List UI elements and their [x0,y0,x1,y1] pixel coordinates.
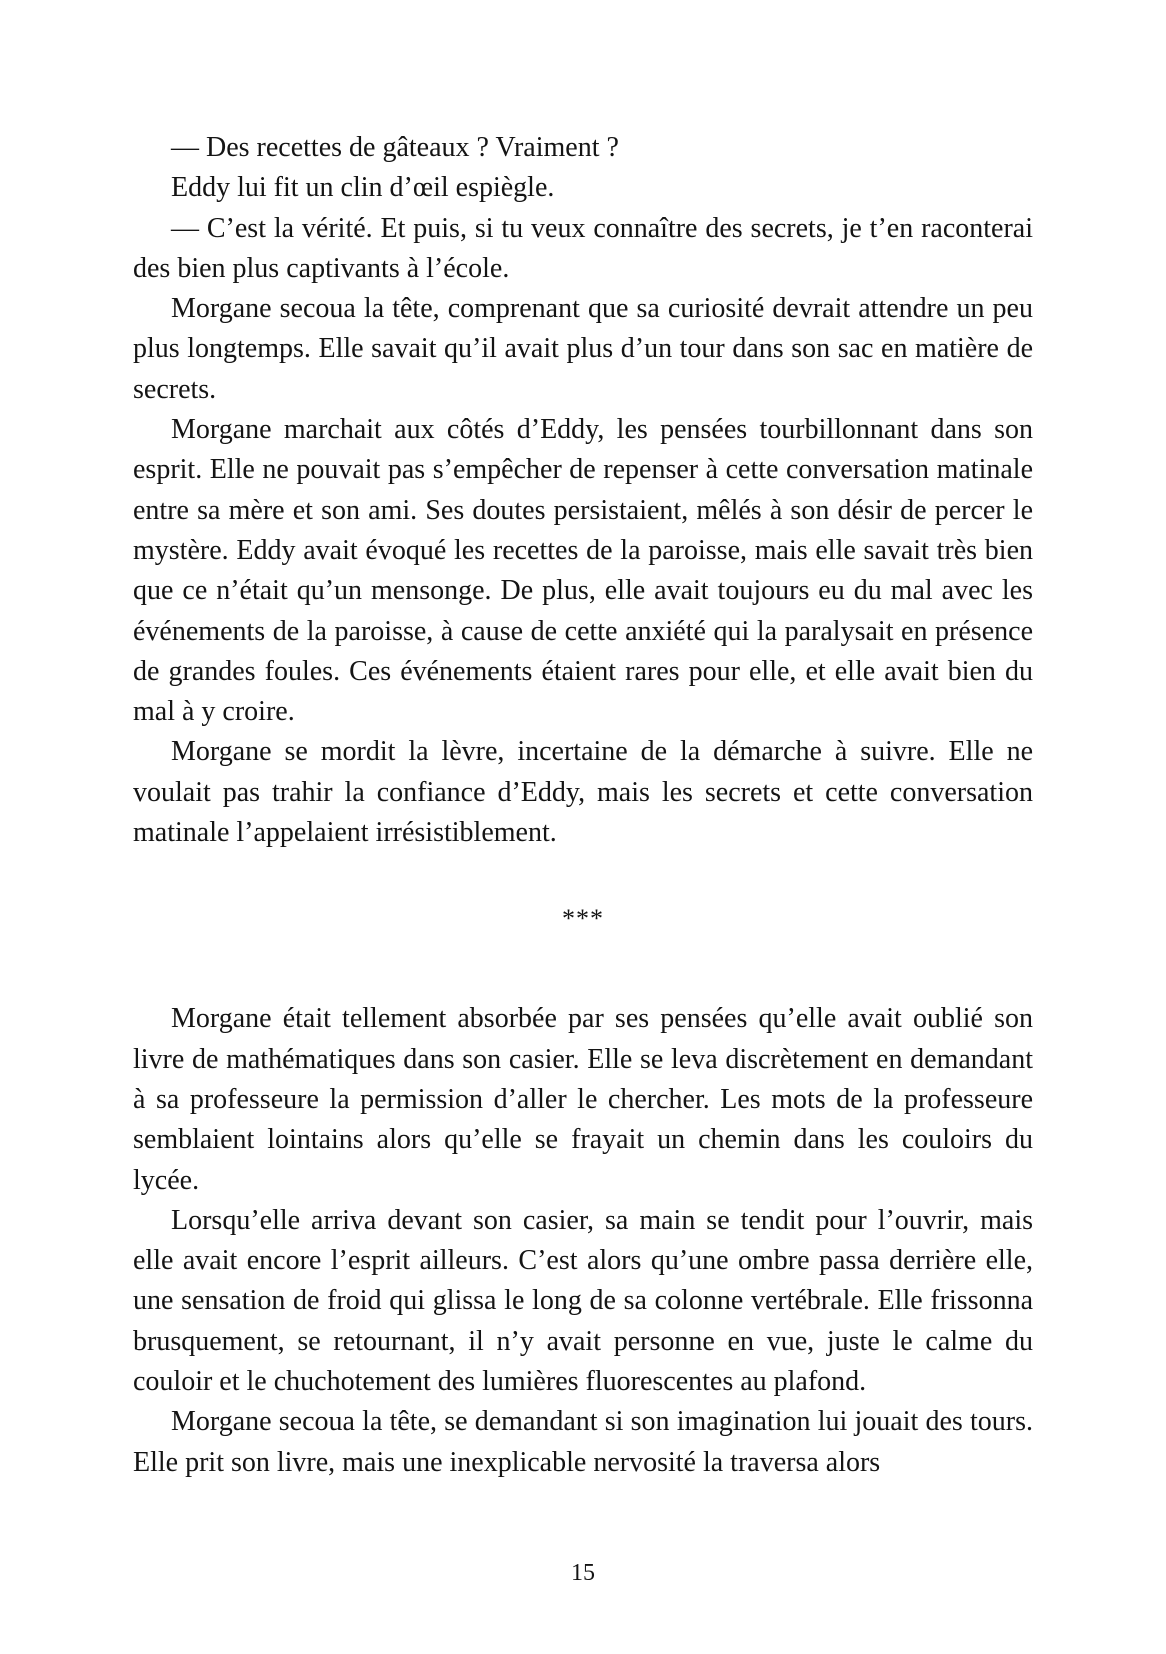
dialogue-line: — Des recettes de gâteaux ? Vraiment ? [171,132,619,163]
narration-paragraph: Morgane marchait aux côtés d’Eddy, les pensées tourbillonnant dans son esprit. Elle ne pouvait pas s’empêcher de repenser à cette conversation matinale entre sa mère et son ami. Ses doutes persistaient, mêlés à son désir de percer le mystère. Eddy avait évoqué les recettes de la paroisse, mais elle savait très bien que ce n’était qu’un mensonge. De plus, elle avait toujours eu du mal avec les événements de la paroisse, à cause de cette anxiété qui la paralysait en présence de grandes foules. Ces événements étaient rares pour elle, et elle avait bien du mal à y croire. [133,414,1033,728]
page-number: 15 [571,1560,595,1586]
narration-paragraph: Morgane secoua la tête, se demandant si son imagination lui jouait des tours. Elle prit son livre, mais une inexplicable nervosité la traversa alors [133,1406,1033,1478]
narration-paragraph: Morgane se mordit la lèvre, incertaine de la démarche à suivre. Elle ne voulait pas trahir la confiance d’Eddy, mais les secrets et cette conversation matinale l’appelaient irrésistiblement. [133,736,1033,849]
narration-paragraph: Morgane était tellement absorbée par ses pensées qu’elle avait oublié son livre de mathématiques dans son casier. Elle se leva discrètement en demandant à sa professeure la permission d’aller le chercher. Les mots de la professeure semblaient lointains alors qu’elle se frayait un chemin dans les couloirs du lycée. [133,1003,1033,1196]
scene-break: *** [562,904,604,934]
dialogue-line: — C’est la vérité. Et puis, si tu veux connaître des secrets, je t’en raconterai des bien plus captivants à l’école. [133,212,1033,284]
narration-paragraph: Lorsqu’elle arriva devant son casier, sa main se tendit pour l’ouvrir, mais elle avait encore l’esprit ailleurs. C’est alors qu’une ombre passa derrière elle, une sensation de froid qui glissa le long de sa colonne vertébrale. Elle frissonna brusquement, se retournant, il n’y avait personne en vue, juste le calme du couloir et le chuchotement des lumières fluorescentes au plafond. [133,1204,1033,1398]
narration-paragraph: Morgane secoua la tête, comprenant que sa curiosité devrait attendre un peu plus longtemps. Elle savait qu’il avait plus d’un tour dans son sac en matière de secrets. [133,293,1033,405]
narration-paragraph: Eddy lui fit un clin d’œil espiègle. [171,172,555,204]
book-page-body [133,128,1033,1483]
